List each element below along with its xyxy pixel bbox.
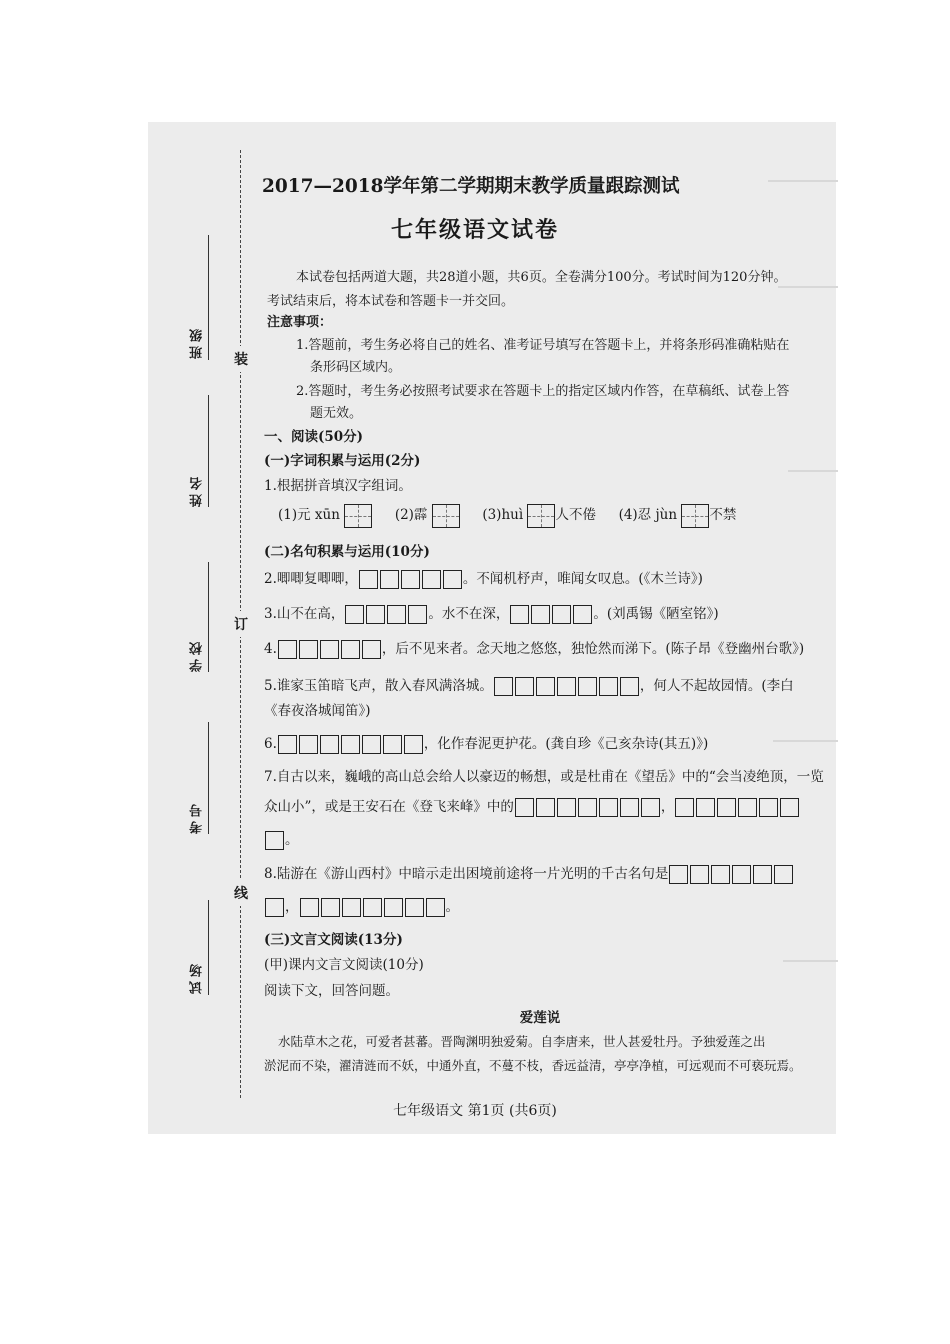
q1-item-1-label: (1)元 xūn (278, 507, 340, 523)
q2-suffix: 。不闻机杼声，唯闻女叹息。(《木兰诗》) (462, 571, 703, 587)
subsection-1-heading: (一)字词积累与运用(2分) (264, 453, 421, 469)
answer-box[interactable] (675, 798, 694, 817)
q8-prefix: 8.陆游在《游山西村》中暗示走出困境前途将一片光明的千古名句是 (264, 866, 669, 882)
question-5 (264, 674, 794, 696)
answer-box[interactable] (573, 605, 592, 624)
q8-suffix: 。 (445, 899, 459, 915)
answer-boxes-q8a[interactable] (668, 866, 794, 882)
answer-box[interactable] (320, 735, 339, 754)
answer-box[interactable] (299, 735, 318, 754)
answer-boxes-q3a[interactable] (344, 606, 428, 622)
exam-room-underline (208, 900, 209, 995)
notice-1-line-2: 条形码区域内。 (310, 360, 402, 375)
q2-prefix: 2.唧唧复唧唧， (264, 571, 358, 587)
question-1-items (278, 503, 736, 528)
q3-prefix: 3.山不在高， (264, 606, 345, 622)
answer-box[interactable] (531, 605, 550, 624)
answer-box[interactable] (265, 831, 284, 850)
question-7-line-3 (264, 828, 299, 850)
q4-suffix: ，后不见来者。念天地之悠悠，独怆然而涕下。(陈子昂《登幽州台歌》) (381, 641, 805, 657)
school-field[interactable] (188, 562, 214, 672)
answer-box[interactable] (696, 798, 715, 817)
answer-box[interactable] (578, 798, 597, 817)
q1-item-4-suffix: 不禁 (709, 507, 737, 523)
q1-item-4-label: (4)忍 jùn (618, 507, 678, 523)
q1-item-3-suffix: 人不倦 (555, 507, 596, 523)
q3-middle: 。水不在深， (428, 606, 510, 622)
answer-boxes-q5[interactable] (493, 678, 640, 694)
answer-boxes-q8b[interactable] (299, 899, 446, 915)
answer-box[interactable] (759, 798, 778, 817)
exam-room-field[interactable] (188, 900, 214, 995)
question-3 (264, 602, 719, 624)
answer-box[interactable] (320, 640, 339, 659)
bleed-through-mark (773, 740, 838, 742)
answer-box[interactable] (510, 605, 529, 624)
exam-title: 2017—2018学年第二学期期末教学质量跟踪测试 (262, 176, 680, 197)
answer-box[interactable] (515, 677, 534, 696)
q7-middle: ， (660, 799, 675, 815)
answer-box[interactable] (515, 798, 534, 817)
answer-box[interactable] (620, 798, 639, 817)
q5-prefix: 5.谁家玉笛暗飞声，散入春风满洛城。 (264, 678, 493, 694)
q1-item-2-label: (2)霹 (394, 507, 428, 523)
binding-mark-zhuang: 装 (234, 346, 248, 372)
answer-box[interactable] (753, 865, 772, 884)
question-7-line-1: 7.自古以来，巍峨的高山总会给人以豪迈的畅想，或是杜甫在《望岳》中的“会当凌绝顶，一览 (264, 769, 824, 785)
answer-box[interactable] (405, 898, 424, 917)
answer-box[interactable] (278, 735, 297, 754)
school-label: 学校 (190, 638, 205, 672)
answer-box[interactable] (426, 898, 445, 917)
binding-mark-ding: 订 (234, 611, 248, 637)
bleed-through-mark (768, 180, 838, 182)
q4-prefix: 4. (264, 641, 277, 657)
q1-item-3-label: (3)huì (482, 507, 524, 523)
q3-suffix: 。(刘禹锡《陋室铭》) (593, 606, 719, 622)
answer-box[interactable] (780, 798, 799, 817)
class-underline (208, 235, 209, 360)
exam-number-underline (208, 722, 209, 834)
page-footer: 七年级语文 第1页 (共6页) (393, 1103, 557, 1119)
answer-box[interactable] (341, 735, 360, 754)
bleed-through-mark (788, 470, 838, 472)
question-6 (264, 732, 708, 754)
notice-1-line-1: 1.答题前，考生务必将自己的姓名、准考证号填写在答题卡上，并将条形码准确粘贴在 (296, 338, 790, 353)
answer-boxes-q7b[interactable] (674, 799, 800, 815)
binding-mark-xian: 线 (234, 880, 248, 906)
q6-suffix: ，化作春泥更护花。(龚自珍《己亥杂诗(其五)》) (423, 736, 709, 752)
question-8-line-2 (264, 895, 459, 917)
exam-room-label: 试场 (190, 960, 205, 994)
bleed-through-mark (778, 286, 838, 288)
answer-box[interactable] (717, 798, 736, 817)
answer-box[interactable] (552, 605, 571, 624)
answer-box[interactable] (641, 798, 660, 817)
answer-box[interactable] (578, 677, 597, 696)
answer-box[interactable] (732, 865, 751, 884)
answer-box[interactable] (362, 735, 381, 754)
answer-boxes-q6[interactable] (277, 736, 424, 752)
exam-subtitle: 七年级语文试卷 (390, 217, 559, 243)
pinyin-answer-box-3[interactable] (527, 504, 555, 528)
answer-box[interactable] (345, 605, 364, 624)
notice-2-line-1: 2.答题时，考生务必按照考试要求在答题卡上的指定区域内作答，在草稿纸、试卷上答 (296, 384, 790, 399)
answer-box[interactable] (690, 865, 709, 884)
answer-box[interactable] (669, 865, 688, 884)
name-label: 姓名 (190, 473, 205, 507)
answer-boxes-q3b[interactable] (509, 606, 593, 622)
answer-box[interactable] (342, 898, 361, 917)
answer-box[interactable] (265, 898, 284, 917)
answer-box[interactable] (774, 865, 793, 884)
pinyin-answer-box-4[interactable] (681, 504, 709, 528)
passage-line-1: 水陆草木之花，可爱者甚蕃。晋陶渊明独爱菊。自李唐来，世人甚爱牡丹。予独爱莲之出 (278, 1034, 766, 1049)
answer-box[interactable] (341, 640, 360, 659)
answer-box[interactable] (362, 640, 381, 659)
section-1-heading: 一、阅读(50分) (264, 429, 364, 445)
class-label: 班级 (190, 325, 205, 359)
answer-box[interactable] (359, 570, 378, 589)
question-8-line-1 (264, 862, 794, 884)
answer-box[interactable] (366, 605, 385, 624)
answer-box[interactable] (536, 798, 555, 817)
answer-box[interactable] (299, 640, 318, 659)
subsection-3a-heading: (甲)课内文言文阅读(10分) (264, 957, 424, 973)
answer-box[interactable] (494, 677, 513, 696)
answer-boxes-q7a[interactable] (514, 799, 661, 815)
answer-box[interactable] (387, 605, 406, 624)
answer-boxes-q2[interactable] (358, 571, 463, 587)
reading-instruction: 阅读下文，回答问题。 (264, 983, 399, 999)
answer-box[interactable] (711, 865, 730, 884)
question-2 (264, 567, 703, 589)
subsection-3-heading: (三)文言文阅读(13分) (264, 932, 403, 948)
passage-line-2: 淤泥而不染，濯清涟而不妖，中通外直，不蔓不枝，香远益清，亭亭净植，可远观而不可亵玩焉。 (264, 1058, 802, 1073)
q7-suffix: 。 (285, 832, 299, 848)
name-field[interactable] (188, 395, 214, 507)
answer-box[interactable] (300, 898, 319, 917)
answer-box[interactable] (404, 735, 423, 754)
answer-box[interactable] (599, 798, 618, 817)
q5-source: 《春夜洛城闻笛》) (264, 703, 371, 719)
exam-number-field[interactable] (188, 722, 214, 834)
answer-box[interactable] (401, 570, 420, 589)
answer-box[interactable] (557, 798, 576, 817)
pinyin-answer-box-1[interactable] (344, 504, 372, 528)
subsection-2-heading: (二)名句积累与运用(10分) (264, 544, 430, 560)
answer-box[interactable] (380, 570, 399, 589)
answer-box[interactable] (620, 677, 639, 696)
question-1-text: 1.根据拼音填汉字组词。 (264, 478, 412, 494)
pinyin-answer-box-2[interactable] (432, 504, 460, 528)
question-4 (264, 637, 804, 659)
q8-middle: ， (285, 899, 299, 915)
answer-box[interactable] (321, 898, 340, 917)
answer-box[interactable] (278, 640, 297, 659)
q6-prefix: 6. (264, 736, 277, 752)
q5-suffix: ，何人不起故园情。(李白 (639, 678, 794, 694)
school-underline (208, 562, 209, 672)
passage-title: 爱莲说 (519, 1010, 561, 1026)
exam-number-label: 考号 (190, 800, 205, 834)
name-underline (208, 395, 209, 507)
answer-box[interactable] (384, 898, 403, 917)
class-field[interactable] (188, 235, 214, 360)
answer-box[interactable] (536, 677, 555, 696)
answer-box[interactable] (599, 677, 618, 696)
intro-line-1: 本试卷包括两道大题，共28道小题，共6页。全卷满分100分。考试时间为120分钟。 (296, 270, 787, 285)
answer-box[interactable] (422, 570, 441, 589)
notice-2-line-2: 题无效。 (310, 406, 363, 421)
q7-prefix: 众山小”，或是王安石在《登飞来峰》中的 (264, 799, 514, 815)
answer-box[interactable] (408, 605, 427, 624)
answer-box[interactable] (363, 898, 382, 917)
answer-box[interactable] (383, 735, 402, 754)
question-7-line-2 (264, 795, 800, 817)
notice-heading: 注意事项： (267, 315, 333, 330)
answer-boxes-q4[interactable] (277, 641, 382, 657)
bleed-through-mark (783, 960, 838, 962)
answer-box[interactable] (557, 677, 576, 696)
answer-box[interactable] (738, 798, 757, 817)
intro-line-2: 考试结束后，将本试卷和答题卡一并交回。 (267, 294, 515, 309)
answer-box[interactable] (443, 570, 462, 589)
